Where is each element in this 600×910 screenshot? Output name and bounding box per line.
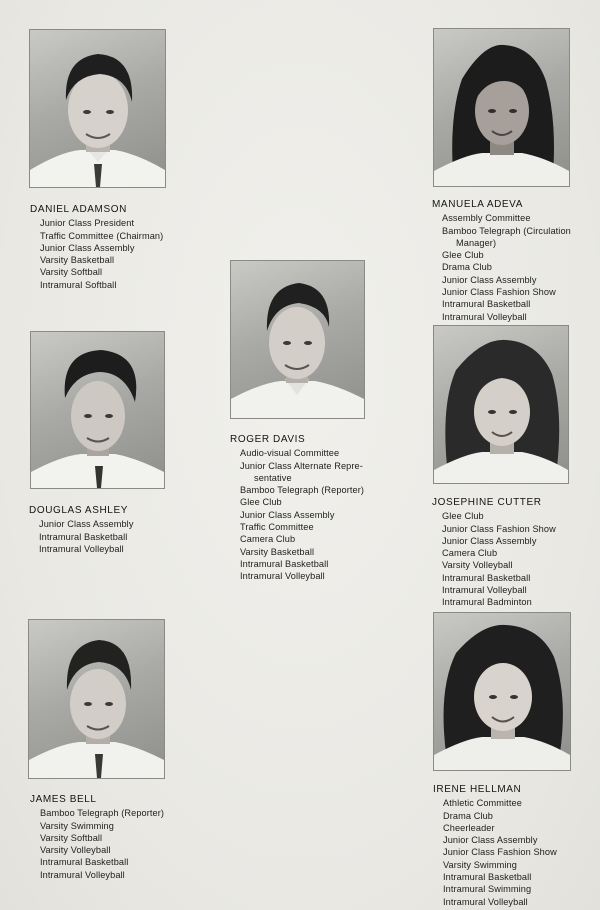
portrait-girl-icon: [434, 29, 569, 186]
student-entry-daniel-adamson: [30, 204, 163, 291]
activity-item: Intramural Basketball: [442, 572, 531, 583]
activity-item: Bamboo Telegraph (Reporter): [240, 485, 365, 496]
activity-item: Intramural Basketball: [442, 299, 531, 310]
activity-item: Varsity Volleyball: [40, 845, 111, 856]
activity-item: Junior Class Assembly: [443, 835, 538, 846]
student-entry-douglas-ashley: [29, 505, 134, 555]
activity-item: Junior Class Assembly: [240, 509, 335, 520]
portrait-irene-hellman: [434, 613, 570, 770]
activity-item: Junior Class Fashion Show: [442, 287, 556, 298]
activity-list: [30, 807, 164, 881]
activity-item: Junior Class Assembly: [39, 519, 134, 530]
activity-item: Varsity Softball: [40, 267, 103, 278]
activity-item: Camera Club: [442, 548, 498, 559]
activity-item: Intramural Basketball: [443, 872, 532, 883]
activity-item: Intramural Swimming: [443, 884, 532, 895]
activity-item: sentative: [254, 472, 292, 483]
activity-item: Intramural Volleyball: [442, 311, 527, 322]
portrait-boy-icon: [30, 30, 165, 187]
activity-list: [432, 212, 571, 335]
portrait-roger-davis: [231, 261, 364, 418]
activity-item: Intramural Softball: [40, 279, 117, 290]
activity-item: Intramural Volleyball: [442, 585, 527, 596]
activity-item: Varsity Swimming: [40, 820, 114, 831]
activity-item: Manager): [456, 237, 497, 248]
portrait-boy-icon: [31, 332, 164, 488]
portrait-daniel-adamson: [30, 30, 165, 187]
activity-item: Glee Club: [442, 511, 484, 522]
student-name: JOSEPHINE CUTTER: [432, 497, 542, 508]
activity-item: Cheerleader: [443, 822, 495, 833]
portrait-boy-icon: [231, 261, 364, 418]
activity-item: Intramural Badminton: [442, 597, 532, 608]
activity-item: Intramural Basketball: [240, 558, 329, 569]
activity-list: [30, 217, 163, 291]
activity-item: Traffic Committee (Chairman): [40, 230, 164, 241]
activity-item: Drama Club: [443, 810, 494, 821]
student-entry-manuela-adeva: [432, 199, 571, 335]
activity-item: Junior Class Assembly: [40, 242, 135, 253]
activity-item: Drama Club: [442, 262, 493, 273]
activity-list: [432, 510, 556, 608]
student-name: IRENE HELLMAN: [433, 784, 522, 795]
activity-item: Varsity Basketball: [40, 255, 115, 266]
activity-item: Intramural Volleyball: [40, 869, 125, 880]
activity-item: Glee Club: [442, 250, 484, 261]
activity-item: Glee Club: [240, 497, 282, 508]
student-name: MANUELA ADEVA: [432, 199, 523, 210]
activity-item: Camera Club: [240, 534, 296, 545]
activity-list: [433, 797, 557, 908]
portrait-boy-icon: [29, 620, 164, 778]
activity-item: Varsity Softball: [40, 832, 103, 843]
activity-item: Varsity Swimming: [443, 859, 517, 870]
activity-item: Intramural Volleyball: [39, 543, 124, 554]
activity-item: Audio-visual Committee: [240, 448, 340, 459]
activity-item: Junior Class Alternate Repre-: [240, 460, 363, 471]
activity-item: Traffic Committee: [240, 522, 314, 533]
student-name: ROGER DAVIS: [230, 434, 306, 445]
activity-item: Varsity Basketball: [240, 546, 315, 557]
activity-item: Athletic Committee: [443, 798, 522, 809]
activity-item: Varsity Volleyball: [442, 560, 513, 571]
activity-item: Junior Class Assembly: [442, 274, 537, 285]
student-entry-irene-hellman: [433, 784, 557, 908]
activity-item: Intramural Basketball: [40, 857, 129, 868]
activity-item: Intramural Volleyball: [240, 571, 325, 582]
activity-item: Junior Class Assembly: [442, 535, 537, 546]
activity-list: [29, 518, 134, 555]
activity-item: Bamboo Telegraph (Circulation: [442, 225, 571, 236]
activity-list: [230, 447, 364, 582]
student-name: DOUGLAS ASHLEY: [29, 505, 128, 516]
student-entry-roger-davis: [230, 434, 364, 583]
activity-item: Intramural Basketball: [39, 531, 128, 542]
activity-item: Intramural Volleyball: [443, 896, 528, 907]
activity-item: Junior Class Fashion Show: [443, 847, 557, 858]
student-name: DANIEL ADAMSON: [30, 204, 127, 215]
activity-item: Junior Class President: [40, 218, 135, 229]
portrait-girl-icon: [434, 613, 570, 770]
portrait-girl-icon: [434, 326, 568, 483]
portrait-james-bell: [29, 620, 164, 778]
portrait-manuela-adeva: [434, 29, 569, 186]
student-name: JAMES BELL: [30, 794, 97, 805]
activity-item: Bamboo Telegraph (Reporter): [40, 808, 165, 819]
activity-item: Junior Class Fashion Show: [442, 523, 556, 534]
portrait-josephine-cutter: [434, 326, 568, 483]
student-entry-james-bell: [30, 794, 164, 881]
portrait-douglas-ashley: [31, 332, 164, 488]
activity-item: Assembly Committee: [442, 213, 531, 224]
student-entry-josephine-cutter: [432, 497, 556, 609]
